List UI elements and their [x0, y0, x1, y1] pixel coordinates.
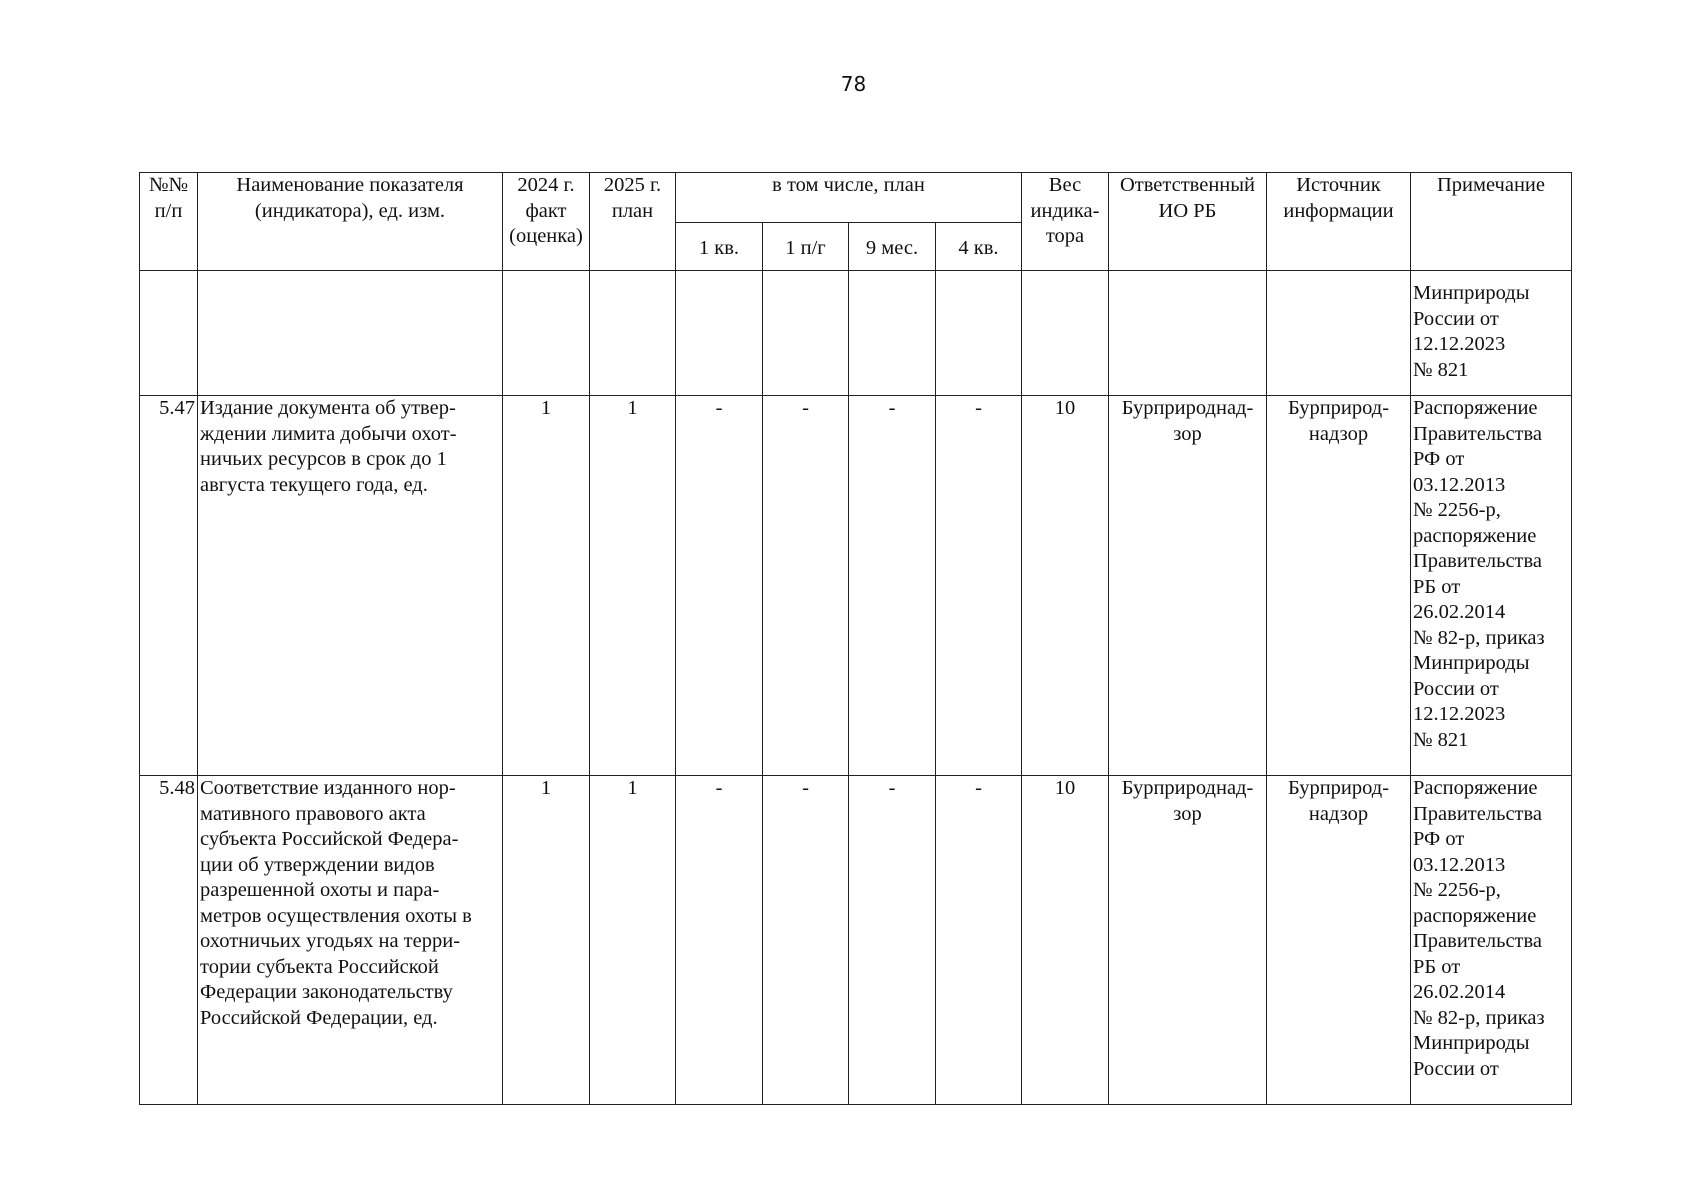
header-responsible: Ответственный ИО РБ: [1109, 173, 1267, 271]
cell-h1: [763, 271, 849, 396]
indicators-table: [139, 172, 1572, 1105]
cell-name: [198, 271, 503, 396]
table-row: [140, 776, 1572, 1105]
cell-h1: -: [763, 776, 849, 1105]
cell-m9: -: [849, 776, 936, 1105]
cell-num: 5.47: [140, 396, 198, 776]
cell-q1: -: [676, 396, 763, 776]
table-row: [140, 396, 1572, 776]
cell-source: Бурприрод- надзор: [1267, 776, 1411, 1105]
header-q1: 1 кв.: [676, 223, 763, 271]
cell-fact-2024: 1: [503, 776, 590, 1105]
cell-q4: -: [936, 776, 1022, 1105]
cell-q4: [936, 271, 1022, 396]
cell-responsible: Бурприроднад- зор: [1109, 396, 1267, 776]
cell-note: Минприроды России от 12.12.2023 № 821: [1411, 271, 1572, 396]
continuation-row: [140, 271, 1572, 396]
cell-fact-2024: 1: [503, 396, 590, 776]
cell-weight: [1022, 271, 1109, 396]
cell-m9: [849, 271, 936, 396]
cell-note: Распоряжение Правительства РФ от 03.12.2013 № 2256-р, распоряжение Правительства РБ от 26.02.2014 № 82-р, приказ Минприроды России от: [1411, 776, 1572, 1105]
cell-source: [1267, 271, 1411, 396]
header-source: Источник информации: [1267, 173, 1411, 271]
cell-q1: [676, 271, 763, 396]
cell-m9: -: [849, 396, 936, 776]
cell-name: Соответствие изданного нор- мативного правового акта субъекта Российской Федера- ции об утверждении видов разрешенной охоты и пара- метров осуществления охоты в охотничьих угодьях на терри- тории субъекта Российской Федерации законодательству Российской Федерации, ед.: [198, 776, 503, 1105]
cell-note: Распоряжение Правительства РФ от 03.12.2013 № 2256-р, распоряжение Правительства РБ от 26.02.2014 № 82-р, приказ Минприроды России от 12.12.2023 № 821: [1411, 396, 1572, 776]
header-h1: 1 п/г: [763, 223, 849, 271]
cell-fact-2024: [503, 271, 590, 396]
cell-source: Бурприрод- надзор: [1267, 396, 1411, 776]
header-num: №№ п/п: [140, 173, 198, 271]
header-weight: Вес индика- тора: [1022, 173, 1109, 271]
cell-responsible: [1109, 271, 1267, 396]
header-q4: 4 кв.: [936, 223, 1022, 271]
page-number: 78: [840, 72, 867, 96]
cell-num: [140, 271, 198, 396]
header-m9: 9 мес.: [849, 223, 936, 271]
cell-plan-2025: [590, 271, 676, 396]
header-note: Примечание: [1411, 173, 1572, 271]
header-including-plan: в том числе, план: [676, 173, 1022, 223]
cell-plan-2025: 1: [590, 396, 676, 776]
cell-plan-2025: 1: [590, 776, 676, 1105]
cell-weight: 10: [1022, 776, 1109, 1105]
cell-num: 5.48: [140, 776, 198, 1105]
cell-responsible: Бурприроднад- зор: [1109, 776, 1267, 1105]
cell-q1: -: [676, 776, 763, 1105]
header-name: Наименование показателя (индикатора), ед. изм.: [198, 173, 503, 271]
cell-h1: -: [763, 396, 849, 776]
header-plan-2025: 2025 г. план: [590, 173, 676, 271]
cell-weight: 10: [1022, 396, 1109, 776]
table-header: [140, 173, 1572, 271]
cell-name: Издание документа об утвер- ждении лимита добычи охот- ничьих ресурсов в срок до 1 августа текущего года, ед.: [198, 396, 503, 776]
header-fact-2024: 2024 г. факт (оценка): [503, 173, 590, 271]
cell-q4: -: [936, 396, 1022, 776]
